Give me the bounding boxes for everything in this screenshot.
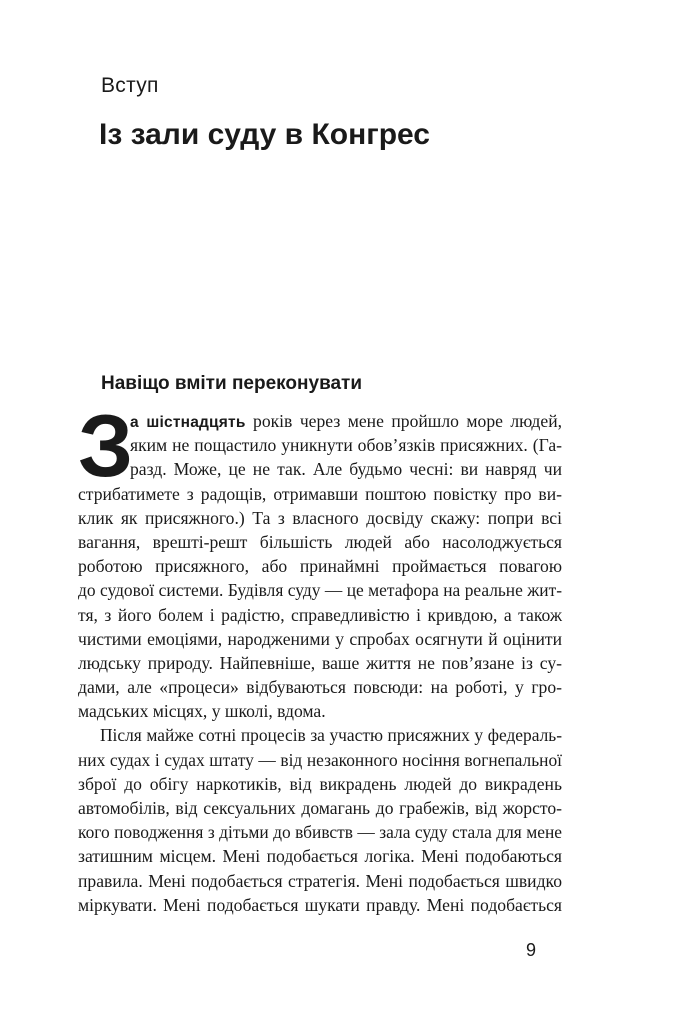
- text-line: до судової системи. Будівля суду — це метафора на реальне жит-: [78, 580, 562, 601]
- text-line: [78, 409, 562, 433]
- text-line: вагання, врешті-решт більшість людей або насолоджується: [78, 531, 562, 552]
- body-text: [78, 409, 562, 917]
- section-title: Навіщо вміти переконувати: [101, 373, 363, 394]
- text-line: зброї до обігу наркотиків, від викрадень людей до викрадень: [78, 773, 562, 794]
- text-line: правила. Мені подобається стратегія. Мені подобається швидко: [78, 870, 562, 891]
- text-line: стрибатимете з радощів, отримавши поштою повістку про ви-: [78, 483, 562, 504]
- text-line: Після майже сотні процесів за участю присяжних у федераль-: [100, 725, 562, 746]
- text-line-rest: років через мене пройшло море людей,: [245, 411, 563, 431]
- text-line: затишним місцем. Мені подобається логіка. Мені подобаються: [78, 846, 562, 867]
- page-number: 9: [526, 940, 537, 960]
- text-line: тя, з його болем і радістю, справедливістю і кривдою, а також: [78, 604, 562, 625]
- chapter-label: Вступ: [101, 74, 159, 97]
- text-line: міркувати. Мені подобається шукати правду. Мені подобається: [78, 894, 562, 915]
- text-line: чистими емоціями, народженими у спробах осягнути й оцінити: [78, 628, 562, 649]
- text-line: роботою присяжного, або принаймні проймається повагою: [78, 556, 562, 577]
- text-line: них судах і судах штату — від незаконного носіння вогнепальної: [78, 749, 562, 770]
- text-line: мадських місцях, у школі, вдома.: [78, 701, 326, 722]
- text-line: автомобілів, від сексуальних домагань до грабежів, від жорсто-: [78, 798, 562, 818]
- text-line: разд. Може, це не так. Але будьмо чесні: ви навряд чи: [130, 459, 562, 480]
- text-line: клик як присяжного.) Та з власного досвіду скажу: попри всі: [78, 507, 562, 528]
- lead-in: а шістнадцять: [130, 414, 246, 431]
- text-line: кого поводження з дітьми до вбивств — зала суду стала для мене: [78, 822, 562, 843]
- text-line: яким не пощастило уникнути обов’язків присяжних. (Га-: [130, 435, 562, 456]
- chapter-title: Із зали суду в Конгрес: [99, 118, 430, 151]
- text-line: людську природу. Найпевніше, ваше життя не пов’язане із су-: [78, 652, 562, 673]
- drop-cap: З: [78, 396, 134, 495]
- text-line: дами, але «процеси» відбуваються повсюди: на роботі, у гро-: [78, 677, 562, 698]
